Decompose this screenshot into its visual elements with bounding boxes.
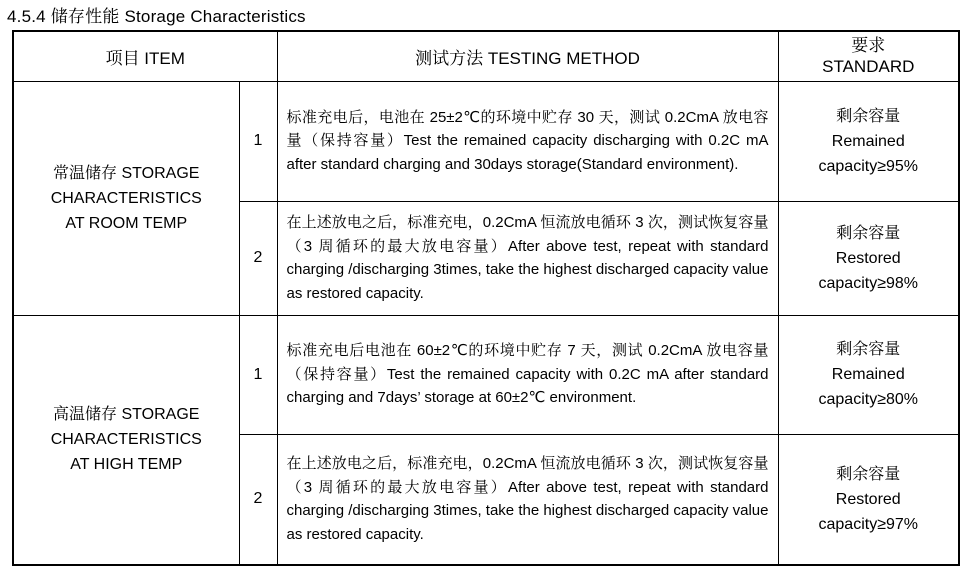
item-label-line: 常温储存 STORAGE <box>53 164 200 182</box>
column-header-standard-en: STANDARD <box>822 57 915 77</box>
standard-line: Restored <box>835 490 901 508</box>
testing-method-cell: 在上述放电之后，标准充电，0.2CmA 恒流放电循环 3 次，测试恢复容量（3 周循环的最大放电容量）After above test, repeat with standard charging /discharging 3times, take the highest discharged capacity value as restored capacity. <box>277 434 778 565</box>
standard-cell <box>778 434 959 565</box>
item-label-line: CHARACTERISTICS <box>50 431 202 449</box>
standard-line: capacity≥97% <box>818 515 918 533</box>
table-row <box>13 315 959 434</box>
section-title: 4.5.4 储存性能 Storage Characteristics <box>7 7 306 26</box>
storage-characteristics-table <box>12 30 960 566</box>
standard-cell <box>778 81 959 201</box>
standard-line: 剩余容量 <box>836 107 901 125</box>
item-cell-high-temp <box>13 315 239 565</box>
standard-cell <box>778 201 959 315</box>
column-header-standard <box>778 31 959 81</box>
standard-line: 剩余容量 <box>836 341 901 358</box>
standard-line: Restored <box>835 249 901 267</box>
column-header-testing-method: 测试方法 TESTING METHOD <box>277 31 778 81</box>
testing-method-cell: 标准充电后，电池在 25±2℃的环境中贮存 30 天，测试 0.2CmA 放电容量（保持容量）Test the remained capacity discharging with 0.2C mA after standard charging and 30days storage(Standard environment). <box>277 81 778 201</box>
item-label-line: CHARACTERISTICS <box>50 189 202 207</box>
standard-line: capacity≥80% <box>818 391 918 408</box>
row-number-cell: 1 <box>239 315 277 434</box>
item-cell-room-temp <box>13 81 239 315</box>
column-header-standard-zh: 要求 <box>851 36 886 56</box>
standard-line: capacity≥98% <box>818 274 918 292</box>
standard-line: 剩余容量 <box>836 224 901 242</box>
item-label-line: 高温储存 STORAGE <box>53 406 200 424</box>
table-header-row <box>13 31 959 81</box>
row-number-cell: 2 <box>239 201 277 315</box>
standard-cell <box>778 315 959 434</box>
testing-method-cell: 标准充电后电池在 60±2℃的环境中贮存 7 天，测试 0.2CmA 放电容量（保持容量）Test the remained capacity with 0.2C mA after standard charging and 7days’ storage at 60±2℃ environment. <box>277 315 778 434</box>
row-number-cell: 1 <box>239 81 277 201</box>
item-label-line: AT HIGH TEMP <box>70 456 183 474</box>
item-label-line: AT ROOM TEMP <box>65 214 188 232</box>
table-row <box>13 81 959 201</box>
standard-line: Remained <box>831 366 905 383</box>
standard-line: 剩余容量 <box>836 465 901 483</box>
standard-line: capacity≥95% <box>818 157 918 175</box>
row-number-cell: 2 <box>239 434 277 565</box>
testing-method-cell: 在上述放电之后，标准充电，0.2CmA 恒流放电循环 3 次，测试恢复容量（3 周循环的最大放电容量）After above test, repeat with standard charging /discharging 3times, take the highest discharged capacity value as restored capacity. <box>277 201 778 315</box>
standard-line: Remained <box>831 132 905 150</box>
column-header-item: 项目 ITEM <box>13 31 277 81</box>
